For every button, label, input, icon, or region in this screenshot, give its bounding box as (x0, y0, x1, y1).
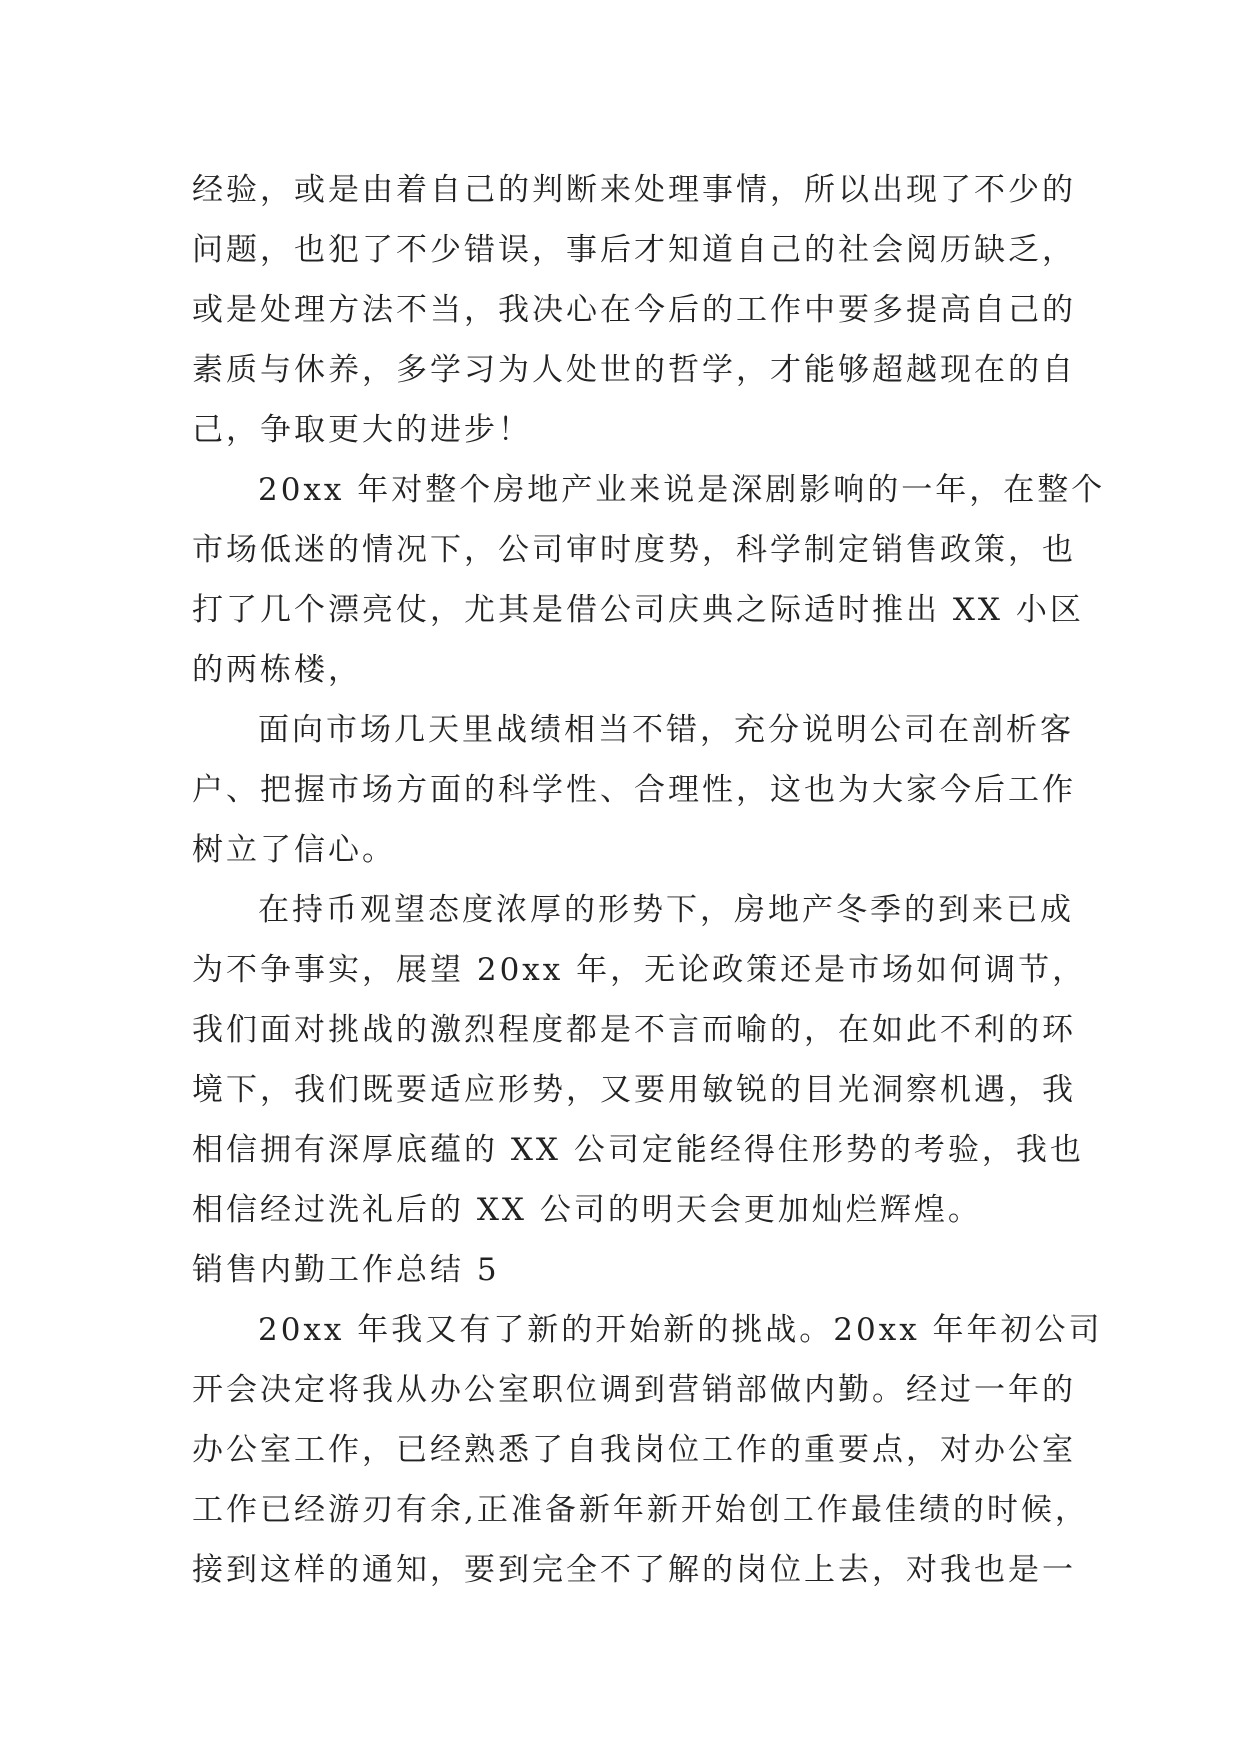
document-body (192, 160, 1106, 1600)
text-line: 户、把握市场方面的科学性、合理性，这也为大家今后工作 (192, 772, 1076, 808)
text-line: 己，争取更大的进步！ (192, 412, 532, 448)
text-line: 相信拥有深厚底蕴的 XX 公司定能经得住形势的考验，我也 (192, 1132, 1084, 1168)
paragraph-start-line: 20xx 年我又有了新的开始新的挑战。20xx 年年初公司 (258, 1312, 1103, 1348)
text-line: 市场低迷的情况下，公司审时度势，科学制定销售政策，也 (192, 532, 1076, 568)
text-line: 办公室工作，已经熟悉了自我岗位工作的重要点，对办公室 (192, 1432, 1076, 1468)
text-line: 素质与休养，多学习为人处世的哲学，才能够超越现在的自 (192, 352, 1076, 388)
text-line: 接到这样的通知，要到完全不了解的岗位上去，对我也是一 (192, 1552, 1076, 1588)
text-line: 经验，或是由着自己的判断来处理事情，所以出现了不少的 (192, 172, 1076, 208)
text-line: 的两栋楼， (192, 652, 362, 688)
text-line: 相信经过洗礼后的 XX 公司的明天会更加灿烂辉煌。 (192, 1192, 982, 1228)
text-line: 打了几个漂亮仗，尤其是借公司庆典之际适时推出 XX 小区 (192, 592, 1084, 628)
text-line: 境下，我们既要适应形势，又要用敏锐的目光洞察机遇，我 (192, 1072, 1076, 1108)
text-line: 工作已经游刃有余,正准备新年新开始创工作最佳绩的时候， (192, 1492, 1089, 1528)
text-line: 开会决定将我从办公室职位调到营销部做内勤。经过一年的 (192, 1372, 1076, 1408)
text-line: 我们面对挑战的激烈程度都是不言而喻的，在如此不利的环 (192, 1012, 1076, 1048)
text-line: 为不争事实，展望 20xx 年，无论政策还是市场如何调节， (192, 952, 1087, 988)
paragraph-start-line: 在持币观望态度浓厚的形势下，房地产冬季的到来已成 (258, 892, 1074, 928)
text-line: 树立了信心。 (192, 832, 396, 868)
text-line: 或是处理方法不当，我决心在今后的工作中要多提高自己的 (192, 292, 1076, 328)
text-line: 问题，也犯了不少错误，事后才知道自己的社会阅历缺乏， (192, 232, 1076, 268)
paragraph-start-line: 20xx 年对整个房地产业来说是深剧影响的一年，在整个 (258, 472, 1106, 508)
paragraph-start-line: 面向市场几天里战绩相当不错，充分说明公司在剖析客 (258, 712, 1074, 748)
section-heading: 销售内勤工作总结 5 (192, 1252, 500, 1288)
